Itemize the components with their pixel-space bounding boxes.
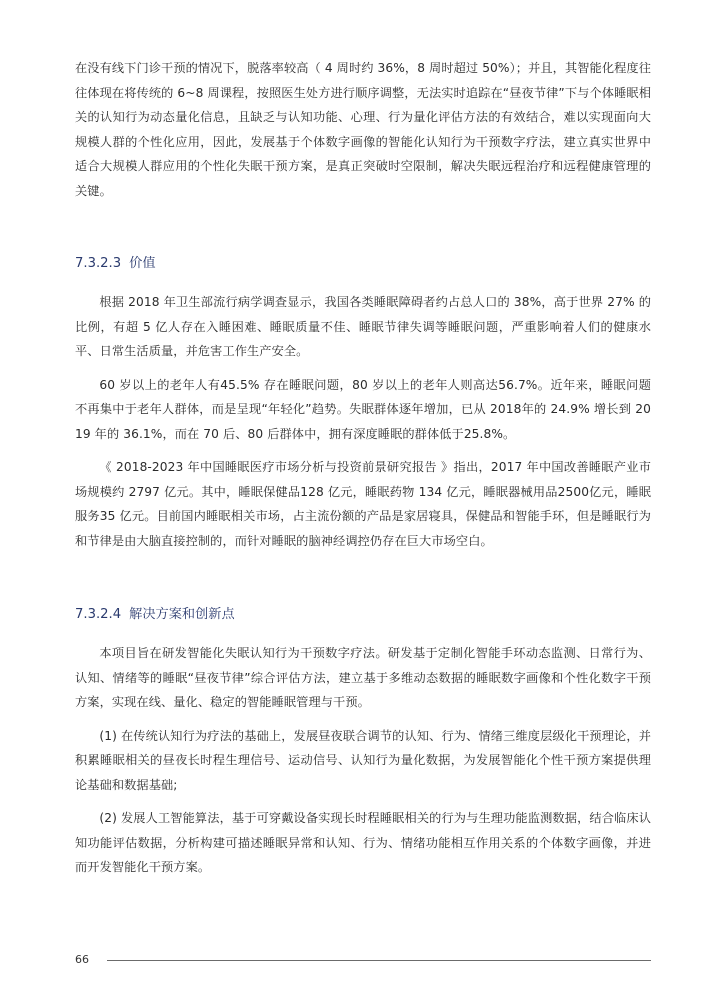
section-number: 7.3.2.4 <box>75 607 122 622</box>
footer-rule <box>107 960 651 961</box>
section-number: 7.3.2.3 <box>75 256 122 271</box>
page-content <box>75 56 651 880</box>
solution-paragraph: 本项目旨在研发智能化失眠认知行为干预数字疗法。研发基于定制化智能手环动态监测、日常行为、认知、情绪等的睡眠“昼夜节律”综合评估方法，建立基于多维动态数据的睡眠数字画像和个性化数字干预方案，实现在线、量化、稳定的智能睡眠管理与干预。 <box>75 646 651 709</box>
section-title: 解决方案和创新点 <box>129 607 235 622</box>
section-heading-solution <box>75 605 651 625</box>
page-footer <box>75 950 651 970</box>
section-heading-value <box>75 254 651 274</box>
solution-paragraph: (2) 发展人工智能算法，基于可穿戴设备实现长时程睡眠相关的行为与生理功能监测数据，结合临床认知功能评估数据，分析构建可描述睡眠异常和认知、行为、情绪功能相互作用关系的个体数字画像，并进而开发智能化干预方案。 <box>75 811 651 874</box>
page-number: 66 <box>75 953 89 966</box>
section-title: 价值 <box>129 256 156 271</box>
value-paragraph: 60 岁以上的老年人有45.5% 存在睡眠问题，80 岁以上的老年人则高达56.7%。近年来，睡眠问题不再集中于老年人群体，而是呈现“年轻化”趋势。失眠群体逐年增加，已从 2018年的 24.9% 增长到 2019 年的 36.1%，而在 70 后、80 后群体中，拥有深度睡眠的群体低于25.8%。 <box>75 377 651 441</box>
value-paragraph: 《 2018-2023 年中国睡眠医疗市场分析与投资前景研究报告 》指出，2017 年中国改善睡眠产业市场规模约 2797 亿元。其中，睡眠保健品128 亿元，睡眠药物 134 亿元，睡眠器械用品2500亿元，睡眠服务35 亿元。目前国内睡眠相关市场，占主流份额的产品是家居寝具，保健品和智能手环，但是睡眠行为和节律是由大脑直接控制的，而针对睡眠的脑神经调控仍存在巨大市场空白。 <box>75 460 651 548</box>
intro-paragraph: 在没有线下门诊干预的情况下，脱落率较高（ 4 周时约 36%，8 周时超过 50%）；并且，其智能化程度往往体现在将传统的 6~8 周课程，按照医生处方进行顺序调整，无法实时追踪在“昼夜节律”下与个体睡眠相关的认知行为动态量化信息，且缺乏与认知功能、心理、行为量化评估方法的有效结合，难以实现面向大规模人群的个性化应用，因此，发展基于个体数字画像的智能化认知行为干预数字疗法，建立真实世界中适合大规模人群应用的个性化失眠干预方案，是真正突破时空限制，解决失眠远程治疗和远程健康管理的关键。 <box>75 61 651 198</box>
solution-paragraph: (1) 在传统认知行为疗法的基础上，发展昼夜联合调节的认知、行为、情绪三维度层级化干预理论，并积累睡眠相关的昼夜长时程生理信号、运动信号、认知行为量化数据，为发展智能化个性干预方案提供理论基础和数据基础; <box>75 728 651 792</box>
value-paragraph: 根据 2018 年卫生部流行病学调查显示，我国各类睡眠障碍者约占总人口的 38%，高于世界 27% 的比例，有超 5 亿人存在入睡困难、睡眠质量不佳、睡眠节律失调等睡眠问题，严重影响着人们的健康水平、日常生活质量，并危害工作生产安全。 <box>75 295 651 358</box>
